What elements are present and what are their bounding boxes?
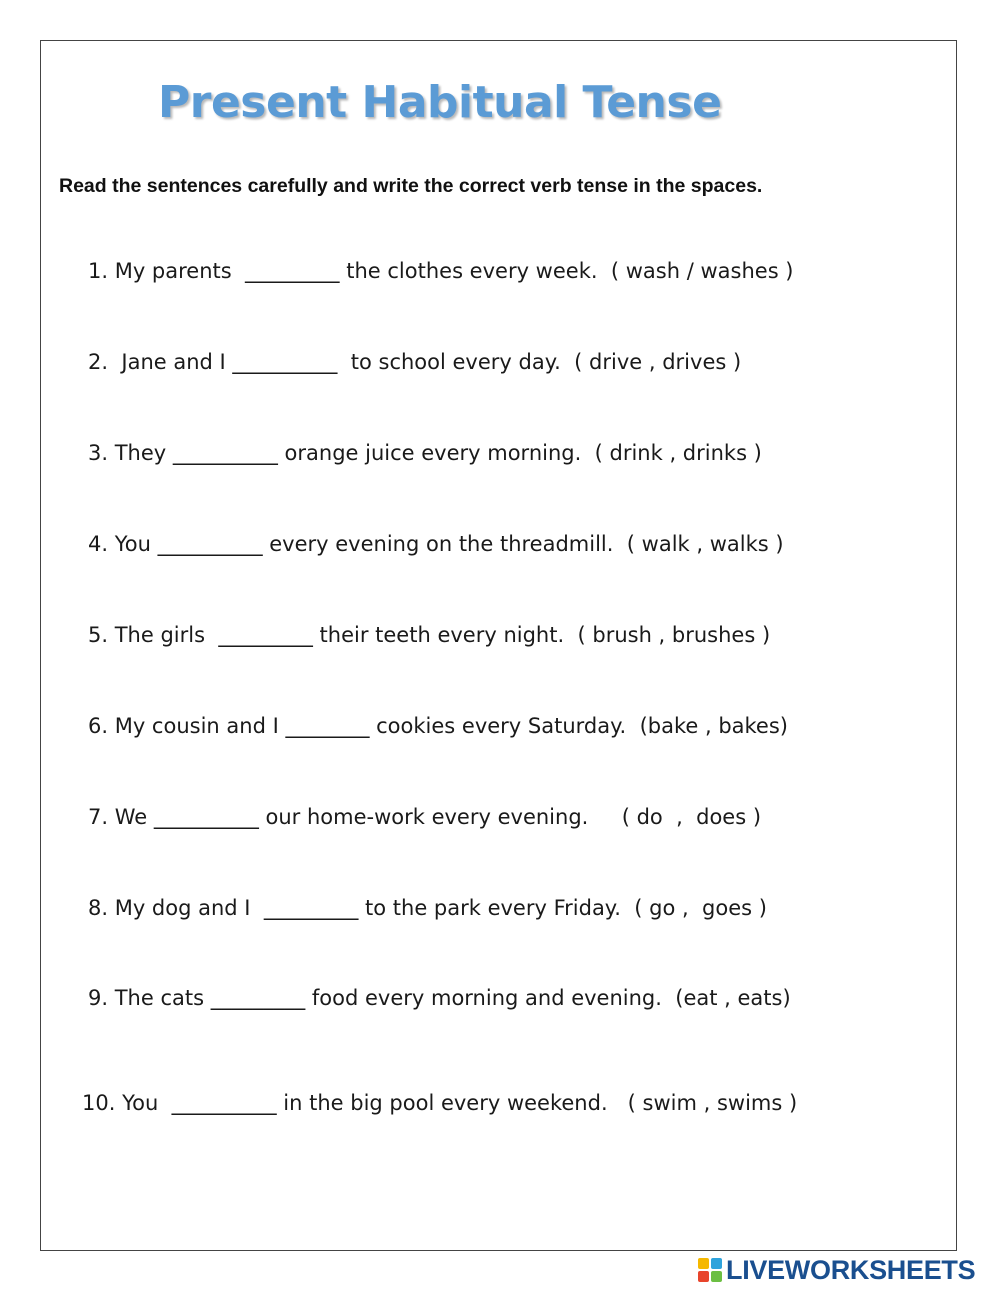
logo-square (711, 1258, 722, 1269)
question-item: 7. We __________ our home-work every evening. ( do , does ) (88, 805, 762, 829)
logo-square (698, 1271, 709, 1282)
question-item: 2. Jane and I __________ to school every day. ( drive , drives ) (88, 350, 742, 374)
logo-square (711, 1271, 722, 1282)
question-item: 1. My parents _________ the clothes every week. ( wash / washes ) (88, 259, 794, 283)
question-item: 3. They __________ orange juice every morning. ( drink , drinks ) (88, 441, 762, 465)
liveworksheets-logo[interactable] (698, 1256, 975, 1284)
question-item: 8. My dog and I _________ to the park every Friday. ( go , goes ) (88, 896, 767, 920)
logo-square (698, 1258, 709, 1269)
question-item: 4. You __________ every evening on the threadmill. ( walk , walks ) (88, 532, 784, 556)
question-item: 10. You __________ in the big pool every weekend. ( swim , swims ) (82, 1091, 798, 1115)
logo-text: LIVEWORKSHEETS (726, 1254, 976, 1285)
question-item: 6. My cousin and I ________ cookies every Saturday. (bake , bakes) (88, 714, 788, 738)
page-title: Present Habitual Tense (158, 77, 722, 128)
question-item: 9. The cats _________ food every morning and evening. (eat , eats) (88, 986, 791, 1010)
logo-grid-icon (698, 1258, 722, 1282)
instructions-text: Read the sentences carefully and write the correct verb tense in the spaces. (59, 175, 763, 197)
worksheet-page (40, 40, 957, 1251)
question-item: 5. The girls _________ their teeth every night. ( brush , brushes ) (88, 623, 771, 647)
